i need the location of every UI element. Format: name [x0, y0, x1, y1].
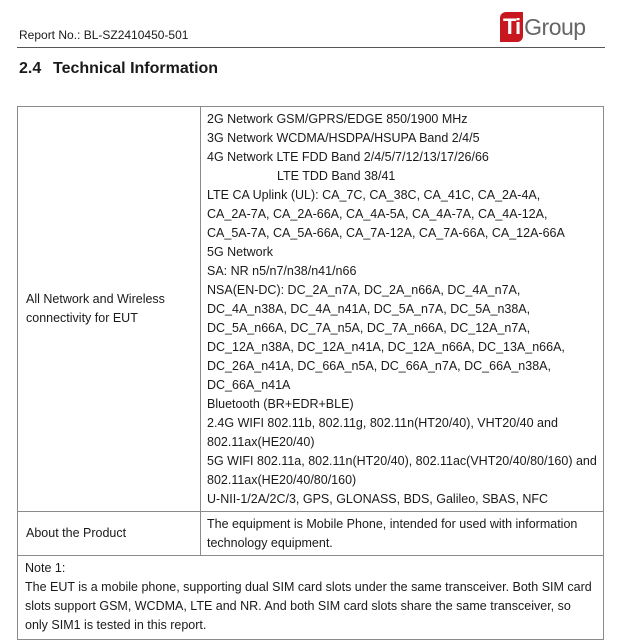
spec-line: 5G Network: [207, 245, 273, 259]
table-row-note: [18, 556, 604, 640]
report-number: Report No.: BL-SZ2410450-501: [19, 28, 189, 42]
note-title: Note 1:: [25, 561, 66, 575]
product-value-cell: [201, 512, 604, 556]
tigroup-logo: [500, 12, 586, 42]
spec-line: 2G Network GSM/GPRS/EDGE 850/1900 MHz: [207, 112, 468, 126]
connectivity-value-cell: [201, 107, 604, 512]
spec-line: NSA(EN-DC): DC_2A_n7A, DC_2A_n66A, DC_4A_n7A,: [207, 283, 521, 297]
spec-line: LTE CA Uplink (UL): CA_7C, CA_38C, CA_41C, CA_2A-4A,: [207, 188, 541, 202]
spec-line: DC_4A_n38A, DC_4A_n41A, DC_5A_n7A, DC_5A_n38A,: [207, 302, 531, 316]
table-row-connectivity: [18, 107, 604, 512]
section-number: 2.4: [19, 60, 42, 77]
spec-line: DC_5A_n66A, DC_7A_n5A, DC_7A_n66A, DC_12A_n7A,: [207, 321, 531, 335]
spec-line: 3G Network WCDMA/HSDPA/HSUPA Band 2/4/5: [207, 131, 480, 145]
logo-ti-mark: Ti: [500, 12, 523, 42]
spec-line: SA: NR n5/n7/n38/n41/n66: [207, 264, 357, 278]
note-cell: [18, 556, 604, 640]
spec-line: 802.11ax(HE20/40): [207, 435, 315, 449]
product-label-cell: About the Product: [18, 512, 201, 556]
spec-line: DC_12A_n38A, DC_12A_n41A, DC_12A_n66A, DC_13A_n66A,: [207, 340, 565, 354]
spec-line: CA_2A-7A, CA_2A-66A, CA_4A-5A, CA_4A-7A, CA_4A-12A,: [207, 207, 548, 221]
section-heading: [19, 60, 218, 78]
technical-information-table: [17, 106, 604, 640]
spec-line: CA_5A-7A, CA_5A-66A, CA_7A-12A, CA_7A-66A, CA_12A-66A: [207, 226, 565, 240]
table-row-product: [18, 512, 604, 556]
spec-line: LTE TDD Band 38/41: [277, 169, 396, 183]
product-line: The equipment is Mobile Phone, intended for used with information: [207, 517, 578, 531]
logo-group-text: Group: [524, 13, 586, 40]
connectivity-label-line: All Network and Wireless: [26, 292, 165, 306]
product-line: technology equipment.: [207, 536, 333, 550]
note-line: only SIM1 is tested in this report.: [25, 618, 207, 632]
spec-line: DC_66A_n41A: [207, 378, 291, 392]
connectivity-label-cell: [18, 107, 201, 512]
note-line: The EUT is a mobile phone, supporting dual SIM card slots under the same transceiver. Both SIM card: [25, 580, 592, 594]
section-title: Technical Information: [53, 60, 219, 77]
spec-line: 2.4G WIFI 802.11b, 802.11g, 802.11n(HT20/40), VHT20/40 and: [207, 416, 558, 430]
spec-line: DC_26A_n41A, DC_66A_n5A, DC_66A_n7A, DC_66A_n38A,: [207, 359, 551, 373]
spec-line: 4G Network LTE FDD Band 2/4/5/7/12/13/17/26/66: [207, 150, 489, 164]
note-line: slots support GSM, WCDMA, LTE and NR. And both SIM card slots share the same transceiver, so: [25, 599, 571, 613]
spec-line: U-NII-1/2A/2C/3, GPS, GLONASS, BDS, Galileo, SBAS, NFC: [207, 492, 549, 506]
connectivity-label-line: connectivity for EUT: [26, 311, 138, 325]
spec-line: 802.11ax(HE20/40/80/160): [207, 473, 357, 487]
spec-line: 5G WIFI 802.11a, 802.11n(HT20/40), 802.11ac(VHT20/40/80/160) and: [207, 454, 597, 468]
header-divider: [17, 47, 605, 48]
spec-line: Bluetooth (BR+EDR+BLE): [207, 397, 354, 411]
